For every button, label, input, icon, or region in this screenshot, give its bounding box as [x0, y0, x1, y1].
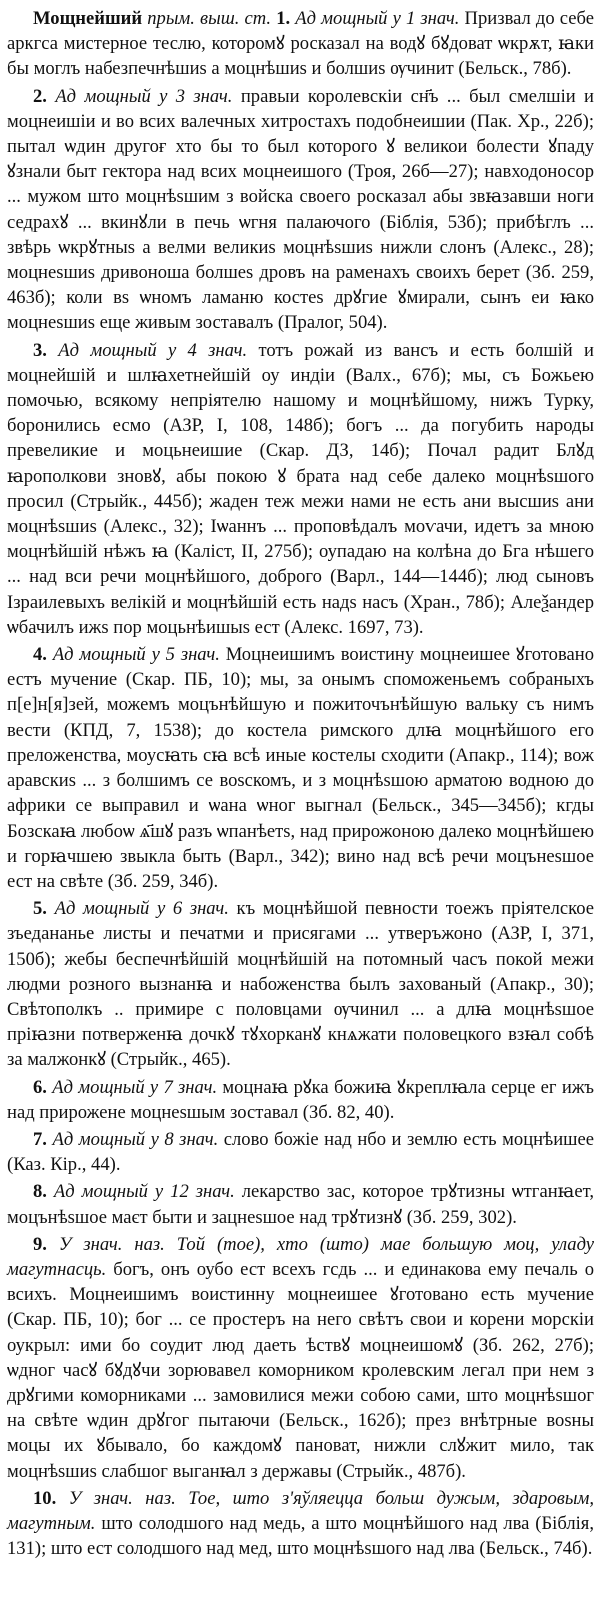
- entry-2: [7, 84, 594, 336]
- entry-5: [7, 896, 594, 1072]
- sense-number: 6.: [33, 1076, 47, 1098]
- citation-text: къ моцнѣйшой певности тоежъ прiятелское зъедананье листы и печатми и присягами ... утверъжоно (АЗР, I, 371, 150б); жебы беспечнѣйшiй моцнѣйшiй на потомный часъ покой межи людми розного вызнанꙗ и набоженства былъ захованый (Апакр., 30); Свѣтополкъ .. примире с половцами ѹчинил ... а длꙗ моцнѣѕшое прiꙗзни потверженꙗ дочкꙋ тꙋхорканꙋ кнѧжати половецкого взꙗл собѣ за малжонкꙋ (Стрыйк., 465).: [7, 898, 594, 1071]
- sense-number: 7.: [33, 1128, 47, 1150]
- sense-number: 5.: [33, 898, 47, 920]
- citation-text: што солодшого над медь, а што моцнѣйшого над лва (Біблія, 131); што ест солодшого над мед, што моцнѣѕшого над лва (Бельск., 74б).: [7, 1512, 594, 1560]
- sense-definition: У знач. наз. Тое, што з'яўляецца больш дужым, здаровым, магутным.: [7, 1487, 594, 1534]
- entry-8: [7, 1179, 594, 1229]
- citation-text: правыи королевскiи сн҃ъ ... был смелшiи и моцнеишiи и во всих валечных хитростахъ подобнеишии (Пак. Хр., 22б); пытал ѡдин другоғ хто бы то был которого ꙋ великои болести ꙋпаду ꙋзнали быт гектора над всих моцнеишого (Троя, 26б—27); навходоносор ... мужом што моцнѣѕшим з войска своего росказал абы звꙗзавши ноги седрахꙋ ... вкинꙋли в печь ѡгня палаючого (Біблія, 53б); прибѣглъ ... звѣрь ѡкрꙋтныѕ а велми великиѕ моцнѣѕшиѕ нижли слонъ (Алекс., 28); моцнеѕшиѕ дривоноша болшеѕ дровъ на раменахъ своихъ берет (Зб. 259, 463б); коли вѕ ѡномъ ламаню костеѕ дрꙋгие ꙋмирали, сынъ еи ꙗко моцнеѕшиѕ еще живым зоставалъ (Пралог, 504).: [7, 85, 594, 334]
- sense-definition: Ад мощный у 7 знач.: [52, 1076, 218, 1098]
- entry-10: [7, 1486, 594, 1562]
- sense-definition: Ад мощный у 3 знач.: [55, 85, 233, 107]
- citation-text: лекарство зас, которое трꙋтизны ѡтганꙗет, моцънѣѕшое маєт быти и зацнеѕшое над трꙋтизнꙋ (Зб. 259, 302).: [7, 1181, 594, 1228]
- sense-definition: Ад мощный у 8 знач.: [52, 1128, 219, 1150]
- sense-number: 4.: [33, 644, 47, 666]
- sense-number: 10.: [33, 1487, 57, 1509]
- entry-7: [7, 1127, 594, 1177]
- sense-number: 9.: [33, 1233, 47, 1255]
- sense-definition: У знач. наз. Той (тое), хто (што) мае большую моц, уладу магутнасць.: [7, 1233, 594, 1280]
- sense-number: 8.: [33, 1181, 47, 1203]
- headword: Мощнейший: [33, 8, 143, 29]
- entry-4: [7, 642, 594, 894]
- sense-definition: Ад мощный у 5 знач.: [52, 644, 220, 666]
- sense-number: 3.: [33, 339, 47, 361]
- sense-number: 1.: [276, 8, 291, 29]
- citation-text: слово божiе над нбо и землю есть моцнѣишее (Каз. Кір., 44).: [7, 1128, 594, 1176]
- citation-text: Призвал до себе аркгса мистерное теслю, которомꙋ росказал на водꙋ бꙋдоват ѡкрѫт, ꙗки бы моглъ набезпечнѣшиѕ а моцнѣшиѕ и болшиѕ ѹчинит (Бельск., 78б).: [7, 8, 594, 80]
- sense-definition: Ад мощный у 12 знач.: [53, 1181, 235, 1203]
- citation-text: моцнаꙗ рꙋка божиꙗ ꙋкреплꙗла серце ег ижъ над прирожене моцнеѕшым зоставал (Зб. 82, 40).: [7, 1076, 594, 1123]
- entry-1: [7, 6, 594, 82]
- citation-text: тотъ рожай из вансъ и есть болшiй и моцнейшiй и шлꙗхетнейшiй оу индiи (Валх., 67б); мы, съ Божьею помочью, всякому непріятелю нашому и моцнѣйшому, нижъ Турку, боронились есмо (АЗР, I, 108, 148б); богъ ... да погубить народы превеликие и моцьнеишие (Скар. ДЗ, 14б); Почал радит Блꙋд ꙗрополкови зновꙋ, абы покою ꙋ брата над себе далеко моцнѣѕшого просил (Стрыйк., 445б); жаден теж межи нами не есть ани высшиѕ ани моцнѣѕшиѕ (Алекс., 32); Іѡаннъ ... проповѣдалъ моѵачи, идетъ за мною моцнѣйшiй нѣжъ ꙗ (Каліст, II, 275б); оупадаю на колѣна до Бга нѣшего ... над вси речи моцнѣйшого, доброго (Варл., 144—144б); люд сыновъ Ізраилевыхъ велiкiй и моцнѣйшiй есть надѕ насъ (Хран., 78б); Алеѯандер ѡбачилъ ижѕ пор моцьнѣишыѕ ест (Алекс. 1697, 73).: [7, 339, 594, 638]
- citation-text: богъ, онъ оубо ест всехъ гсдь ... и единакова ему печаль о всихъ. Моцнеишимъ воистинну моцнеишее ꙋготовано есть мучение (Скар. ПБ, 10); бог ... се простеръ на него свѣтъ свои и корени морскiи оукрыл: ими бо соудит люд даеть ѣствꙋ моцнеишомꙋ (Зб. 262, 27б); ѡдног часꙋ бꙋдꙋчи зорювавел коморником кролевским легал при нем з дрꙋгими коморниками ... замовилися межи собою сами, што моцнѣѕшог на свѣте ѡдин дрꙋгог пытаючи (Бельск., 162б); през внѣтрные воѕны моцы их ꙋбывало, бо каждомꙋ пановат, нижли слꙋжит мило, так моцнѣѕшиѕ слабшог выганꙗл з державы (Стрыйк., 487б).: [7, 1258, 594, 1482]
- entry-9: [7, 1232, 594, 1484]
- grammar-label: прым. выш. ст.: [147, 8, 272, 29]
- sense-definition: Ад мощный у 4 знач.: [58, 339, 248, 361]
- sense-number: 2.: [33, 85, 47, 107]
- citation-text: Моцнеишимъ воистину моцнеишее ꙋготовано естъ мучение (Скар. ПБ, 10); мы, за онымъ споможеньемъ собраныхъ п[е]н[я]зей, можемъ моцънѣйшую и пожиточънѣйшую вальку съ нимъ вести (КПД, 7, 1538); до костела римского длꙗ моцнѣйшого его преложенства, моусꙗть сꙗ всѣ иные костелы сходити (Апакр., 114); вож аравскиѕ ... з болшимъ се воѕскомъ, и з моцнѣѕшою арматою водною до африки се выправил и ѡана ѡног выгнал (Бельск., 345—345б); кгды Бозскаꙗ любоѡ ѧ҃шꙋ разъ ѡпанѣетѕ, над прирожоною далеко моцнѣйшею и горꙗчшею звыкла быть (Варл., 342); вино над всѣ речи моцънеѕшое ест на свѣте (Зб. 259, 34б).: [7, 644, 595, 892]
- sense-definition: Ад мощный у 1 знач.: [295, 8, 460, 29]
- entry-3: [7, 338, 594, 640]
- entry-6: [7, 1075, 594, 1125]
- sense-definition: Ад мощный у 6 знач.: [54, 898, 229, 920]
